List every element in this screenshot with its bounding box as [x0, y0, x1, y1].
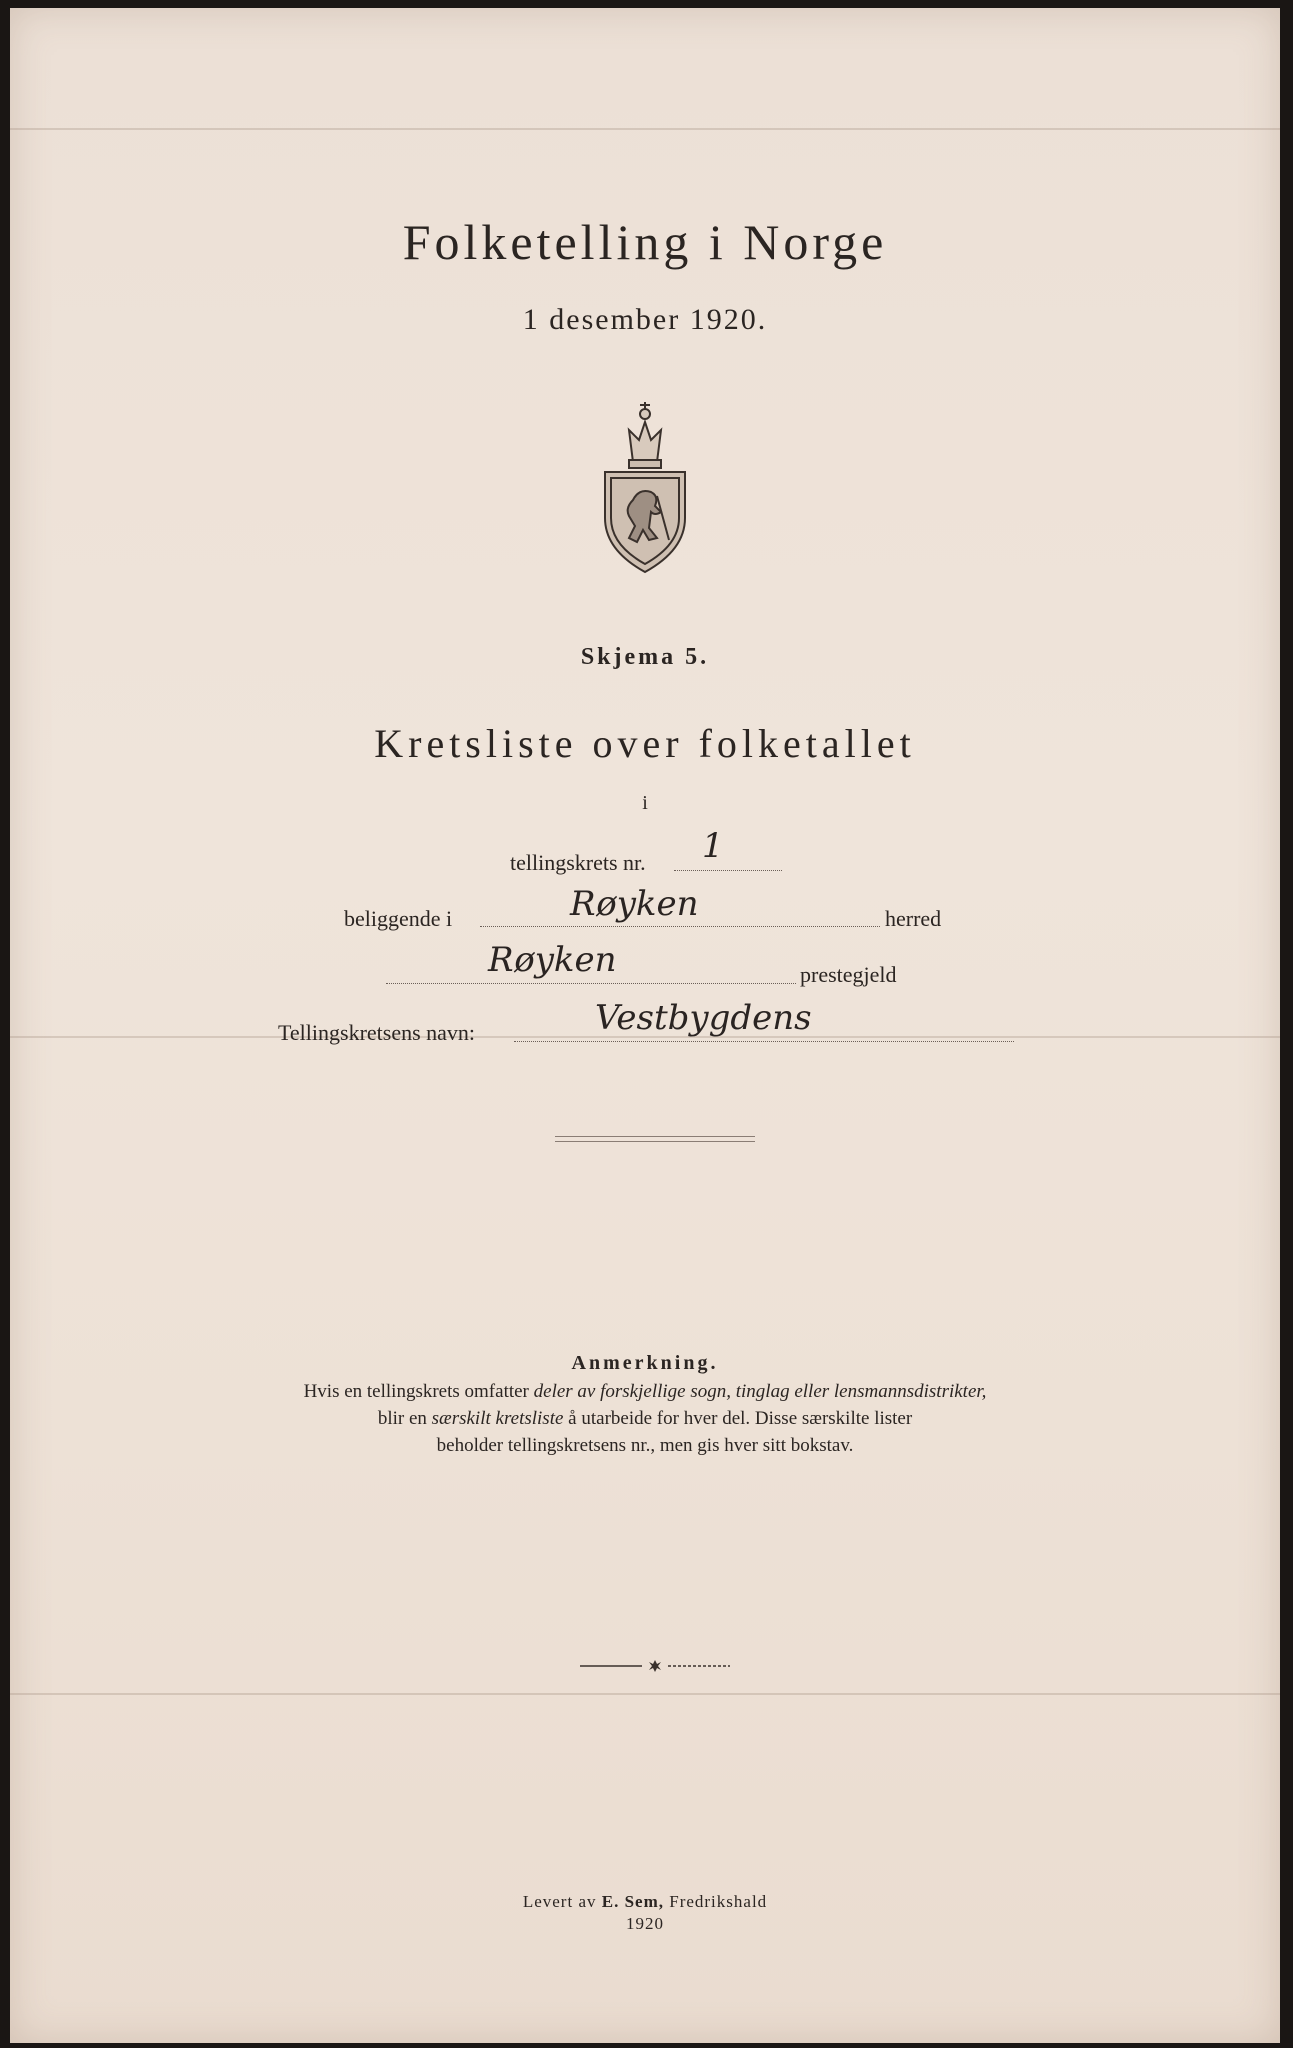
prestegjeld-line [386, 983, 796, 984]
printer-year: 1920 [626, 1914, 664, 1933]
note-text [10, 1378, 1280, 1459]
krets-number-label: tellingskrets nr. [510, 850, 646, 875]
page-title: Folketelling i Norge [402, 214, 888, 270]
census-form-page [10, 8, 1280, 2043]
note-line-2-rest: å utarbeide for hver del. Disse særskilte lister [563, 1408, 913, 1429]
krets-name-line [514, 1041, 1014, 1042]
krets-number-line [674, 870, 782, 871]
form-heading: Kretsliste over folketallet [374, 721, 916, 766]
ornament-divider-icon [580, 1660, 730, 1672]
note-line-3: beholder tellingskretsens nr., men gis hver sitt bokstav. [436, 1435, 854, 1456]
divider-rule [555, 1141, 755, 1142]
krets-number-value: 1 [702, 826, 724, 866]
printer-place: Fredrikshald [663, 1892, 768, 1911]
printer-name: E. Sem, [601, 1892, 664, 1911]
fold-line [10, 1693, 1280, 1695]
prestegjeld-suffix-label: prestegjeld [800, 962, 897, 987]
note-line-1 [10, 1378, 1280, 1405]
note-line-2-text: blir en [377, 1408, 432, 1429]
note-title: Anmerkning. [571, 1352, 719, 1374]
census-date: 1 desember 1920. [522, 303, 768, 336]
herred-suffix-label: herred [885, 906, 942, 931]
note-line-1-text: Hvis en tellingskrets omfatter [303, 1381, 534, 1402]
note-line-2-emphasis: særskilt kretsliste [431, 1408, 564, 1429]
note-line-1-emphasis: deler av forskjellige sogn, tinglag eller lensmannsdistrikter, [533, 1381, 987, 1402]
herred-line [480, 926, 880, 927]
krets-name-label: Tellingskretsens navn: [278, 1020, 476, 1045]
fold-line [10, 128, 1280, 130]
divider-rule [555, 1136, 755, 1137]
herred-prefix-label: beliggende i [344, 906, 453, 931]
preposition-label: i [642, 792, 648, 814]
prestegjeld-value: Røyken [488, 940, 617, 980]
norwegian-coat-of-arms-icon [595, 400, 695, 575]
printer-prefix: Levert av [522, 1892, 602, 1911]
herred-value: Røyken [570, 884, 699, 924]
note-line-2 [10, 1405, 1280, 1432]
krets-name-value: Vestbygdens [595, 998, 812, 1038]
schema-number: Skjema 5. [580, 644, 710, 670]
printer-credit [10, 1892, 1280, 1912]
